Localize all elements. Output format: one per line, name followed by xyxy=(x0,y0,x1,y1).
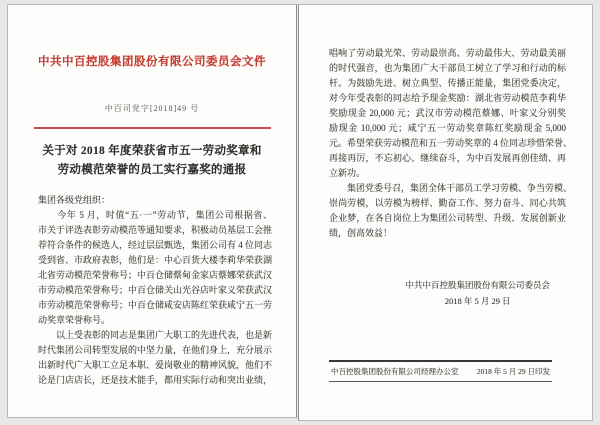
footer-print-date: 2018 年 5 月 29 日印发 xyxy=(476,367,550,376)
body-line: 绩，创高效益！ xyxy=(329,228,393,238)
red-letterhead-title: 中共中百控股集团股份有限公司委员会文件 xyxy=(38,56,266,68)
body-line: 市劳动模范荣誉称号；中百仓储关山光谷店叶家义荣获武汉 xyxy=(38,285,273,295)
body-line: 再接再厉，不忘初心、继续奋斗，为中百发展再创佳绩、再 xyxy=(329,153,566,163)
body-line: 励现金 10,000 元；咸宁五一劳动奖章陈红奖励现金 5,000 xyxy=(329,123,566,133)
body-line: 对今年受表彰的同志给予现金奖励：湖北省劳动模范李莉华 xyxy=(329,93,566,103)
body-line: 出新时代广大职工立足本职、爱岗敬业的精神风貌，他们不 xyxy=(38,360,273,370)
printing-footer xyxy=(329,360,552,382)
body-line: 杆。为鼓励先进、树立典型、传播正能量，集团党委决定， xyxy=(329,78,566,88)
body-line: 元。希望荣获劳动模范和五一劳动奖章的 4 位同志珍惜荣誉、 xyxy=(329,138,573,148)
signature-date: 2018 年 5 月 29 日 xyxy=(444,296,511,306)
body-line: 的时代强音，也为集团广大干部员工树立了学习和行动的标 xyxy=(329,63,566,73)
body-line: 以上受表彰的同志是集团广大职工的先进代表，也是新 xyxy=(38,330,273,340)
body-line: 受到省、市政府表彰，他们是：中心百货大楼李莉华荣获湖 xyxy=(38,255,273,265)
body-line: 论是门店店长，还是技术能手，都用实际行动和突出业绩， xyxy=(38,375,273,385)
body-line: 今年 5 月，时值“五·一”劳动节，集团公司根据省、 xyxy=(38,210,272,220)
right-page-body xyxy=(329,46,573,241)
left-page-body xyxy=(38,193,272,388)
signature-organization: 中共中百控股集团股份有限公司委员会 xyxy=(405,280,550,290)
body-line: 奖励现金 20,000 元；武汉市劳动模范蔡娜、叶家义分别奖 xyxy=(329,108,566,118)
footer-issuing-office: 中百控股集团股份有限公司经理办公室 xyxy=(331,367,459,376)
signature-block xyxy=(405,277,550,309)
body-line: 市关于评选表彰劳动模范等通知要求，积极动员基层工会推 xyxy=(38,225,273,235)
body-line: 崇尚劳模，以劳模为榜样、勤奋工作、努力奋斗、同心共筑 xyxy=(329,198,566,208)
document-page-right xyxy=(298,4,593,421)
body-line: 立新功。 xyxy=(329,168,366,178)
body-line: 集团党委号召，集团全体干部员工学习劳模、争当劳模、 xyxy=(329,183,573,193)
document-title xyxy=(8,142,296,180)
document-number: 中百司党字[2018]49 号 xyxy=(104,104,200,113)
document-title-line2: 劳动模范荣誉的员工实行嘉奖的通报 xyxy=(57,164,247,176)
salutation-line: 集团各级党组织： xyxy=(38,195,111,205)
document-page-left xyxy=(7,4,297,418)
body-line: 市劳动模范荣誉称号；中百仓储咸安店陈红荣获咸宁五一劳 xyxy=(38,300,273,310)
document-title-line1: 关于对 2018 年度荣获省市五一劳动奖章和 xyxy=(42,145,262,157)
body-line: 动奖章荣誉称号。 xyxy=(38,315,111,325)
body-line: 时代集团公司转型发展的中坚力量，在他们身上，充分展示 xyxy=(38,345,273,355)
body-line: 唱响了劳动最光荣、劳动最崇高、劳动最伟大、劳动最美丽 xyxy=(329,48,566,58)
red-divider-rule xyxy=(34,127,271,129)
body-line: 荐符合条件的候选人，经过层层甄选，集团公司有 4 位同志 xyxy=(38,240,273,250)
body-line: 企业梦，在各自岗位上为集团公司转型、升级、发展创新业 xyxy=(329,213,566,223)
body-line: 北省劳动模范荣誉称号；中百仓储蔡甸金家店蔡娜荣获武汉 xyxy=(38,270,273,280)
